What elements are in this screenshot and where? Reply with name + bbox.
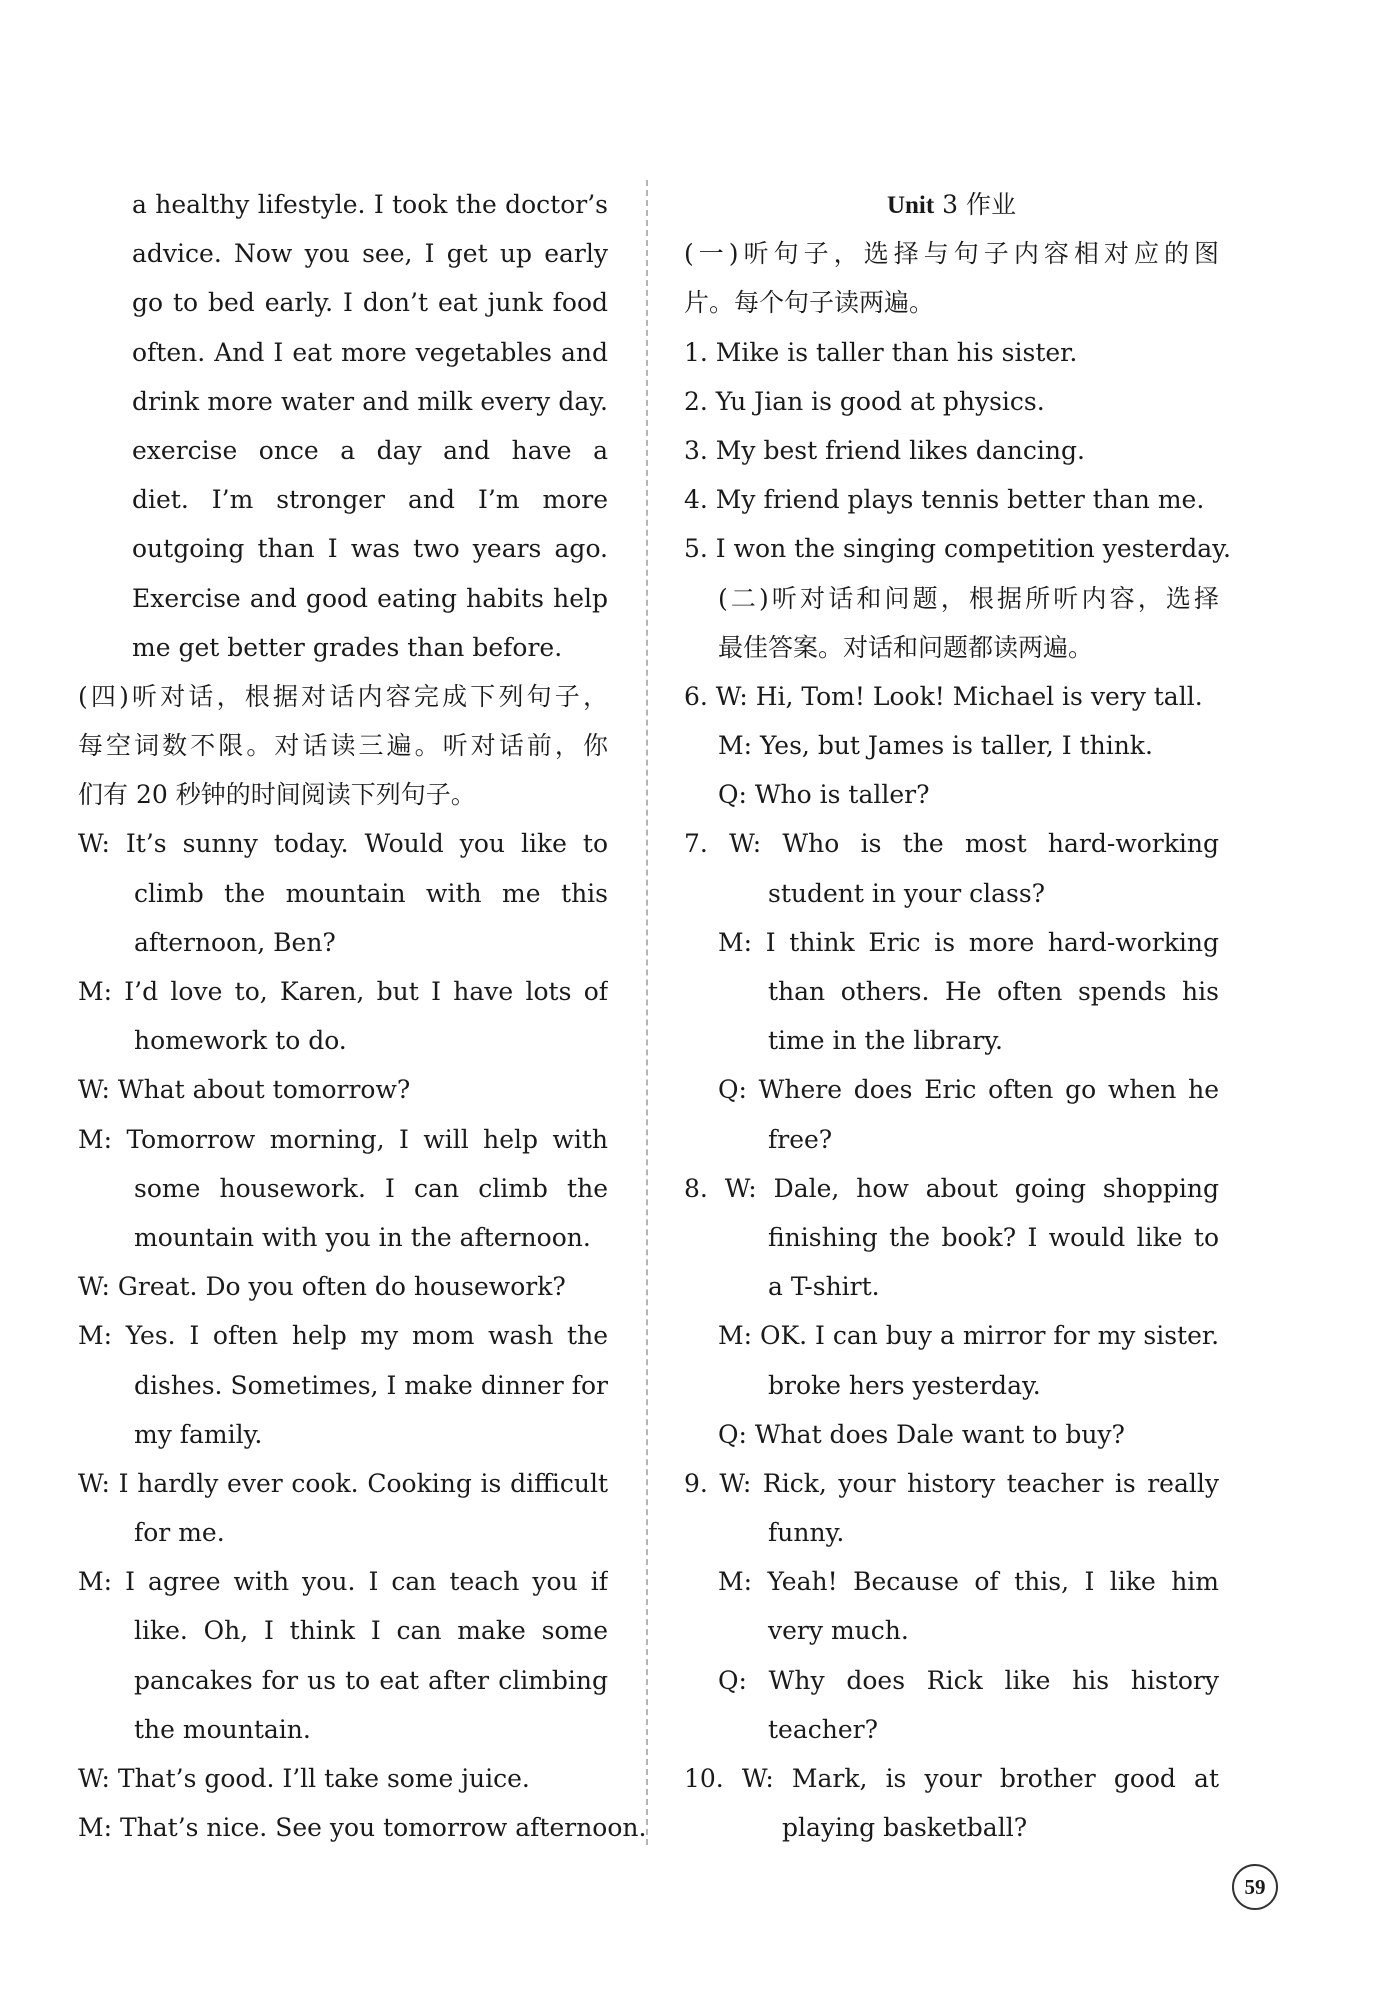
text-line: exercise once a day and have a [132,435,608,465]
text-line: broke hers yesterday. [768,1370,1041,1400]
text-line: like. Oh, I think I can make some [134,1616,608,1646]
text-line: 4. My friend plays tennis better than me. [684,485,1205,515]
text-line: the mountain. [134,1714,311,1744]
text-line: M: I agree with you. I can teach you if [78,1567,608,1597]
text-line: M: Yes, but James is taller, I think. [718,731,1153,761]
text-line: W: Great. Do you often do housework? [78,1272,566,1302]
text-line: M: OK. I can buy a mirror for my sister. [718,1321,1219,1351]
text-line: (一)听句子，选择与句子内容相对应的图 [684,239,1219,269]
text-line: time in the library. [768,1026,1003,1056]
text-line: M: Tomorrow morning, I will help with [78,1124,608,1154]
page-number: 59 [1232,1864,1278,1910]
text-line: 6. W: Hi, Tom! Look! Michael is very tall. [684,681,1203,711]
text-line: a healthy lifestyle. I took the doctor’s [132,190,608,219]
unit-title-bold: Unit [886,192,935,219]
text-line: 3. My best friend likes dancing. [684,435,1085,465]
text-line: W: What about tomorrow? [78,1075,411,1105]
text-line: afternoon, Ben? [134,927,336,957]
text-line: student in your class? [768,878,1046,908]
text-line: 8. W: Dale, how about going shopping [684,1173,1219,1203]
text-line: M: That’s nice. See you tomorrow afternoon. [78,1813,647,1843]
text-line: Q: What does Dale want to buy? [718,1419,1125,1449]
text-line: pancakes for us to eat after climbing [134,1665,608,1695]
text-line: Q: Where does Eric often go when he [718,1075,1219,1105]
text-line: diet. I’m stronger and I’m more [132,485,608,515]
text-line: 2. Yu Jian is good at physics. [684,386,1045,416]
text-line: funny. [768,1518,845,1548]
left-column [78,180,647,1852]
text-line: M: Yeah! Because of this, I like him [718,1567,1219,1597]
text-line: free? [768,1124,833,1154]
text-line: Q: Who is taller? [718,780,930,810]
text-line: (四)听对话，根据对话内容完成下列句子， [78,681,608,711]
text-line: for me. [134,1518,225,1548]
text-line: 最佳答案。对话和问题都读两遍。 [718,632,1094,662]
text-line: Q: Why does Rick like his history [718,1665,1219,1695]
text-line: drink more water and milk every day. [132,386,608,416]
text-line: (二)听对话和问题，根据所听内容，选择 [718,583,1219,613]
text-line: often. And I eat more vegetables and [132,337,608,367]
text-line: Exercise and good eating habits help [132,583,608,613]
right-column [684,180,1231,1852]
text-line: 10. W: Mark, is your brother good at [684,1764,1219,1793]
text-line: dishes. Sometimes, I make dinner for [134,1370,608,1400]
text-line: a T-shirt. [768,1272,880,1302]
text-line: M: Yes. I often help my mom wash the [78,1321,608,1351]
text-line: advice. Now you see, I get up early [132,239,608,269]
text-line: 们有 20 秒钟的时间阅读下列句子。 [78,780,476,810]
text-line: mountain with you in the afternoon. [134,1222,591,1252]
text-line: homework to do. [134,1026,347,1056]
text-line: very much. [768,1616,909,1646]
text-line: me get better grades than before. [132,632,563,662]
text-line: some housework. I can climb the [134,1173,608,1203]
text-line: W: That’s good. I’ll take some juice. [78,1764,530,1793]
text-line: climb the mountain with me this [134,878,608,908]
text-line: playing basketball? [782,1813,1028,1843]
text-line: 片。每个句子读两遍。 [684,288,935,318]
text-line: 7. W: Who is the most hard-working [684,829,1219,859]
text-line: finishing the book? I would like to [768,1222,1219,1252]
text-line: M: I’d love to, Karen, but I have lots of [78,977,608,1006]
text-line: go to bed early. I don’t eat junk food [132,288,608,318]
unit-title [684,180,1219,229]
unit-title-rest: 3 作业 [934,190,1017,219]
text-line: teacher? [768,1714,878,1744]
text-line: 每空词数不限。对话读三遍。听对话前，你 [78,731,608,761]
text-line: outgoing than I was two years ago. [132,534,608,564]
text-line: W: I hardly ever cook. Cooking is difficult [78,1468,608,1498]
text-line: 5. I won the singing competition yesterday. [684,534,1231,564]
column-divider [646,180,648,1845]
text-line: than others. He often spends his [768,977,1219,1006]
text-line: 1. Mike is taller than his sister. [684,337,1078,367]
text-line: my family. [134,1419,263,1449]
text-line: M: I think Eric is more hard-working [718,927,1219,957]
right-lines [684,229,1231,1852]
text-line: 9. W: Rick, your history teacher is really [684,1468,1219,1498]
text-line: W: It’s sunny today. Would you like to [78,829,608,859]
